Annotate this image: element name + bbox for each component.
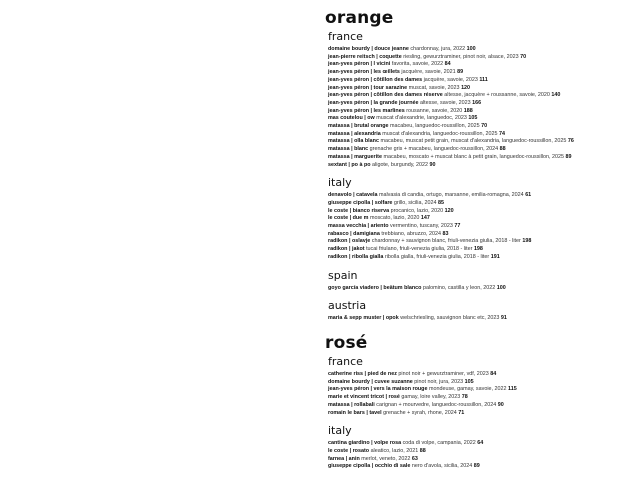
wine-item: [328, 61, 633, 69]
wine-name: goyo garcía viadero | beätum blanco: [328, 284, 422, 291]
country-heading: italy: [328, 176, 352, 190]
wine-item: [328, 238, 633, 246]
wine-item: [328, 162, 633, 170]
menu-section: [325, 332, 633, 471]
country-heading: france: [328, 30, 363, 43]
wine-description: tucai friulano, friuli-venezia giulia, 2018 - liter: [366, 246, 473, 253]
wine-price: 120: [461, 84, 471, 91]
wine-item: [328, 115, 633, 123]
wine-menu: [325, 8, 633, 471]
wine-name: jean-pierre reitsch | coquette: [328, 53, 402, 60]
wine-item: [328, 410, 633, 418]
wine-price: 147: [420, 215, 430, 222]
wine-name: denavolo | catavela: [328, 192, 378, 199]
wine-price: 88: [499, 146, 506, 153]
wine-name: le coste | due m: [328, 215, 369, 222]
wine-item: [328, 440, 633, 448]
wine-name: jean-yves péron | vers la maison rouge: [328, 386, 428, 393]
wine-description: chardonnay, jura, 2022: [410, 46, 466, 52]
country-group: [328, 269, 633, 293]
wine-item: [328, 246, 633, 254]
wine-description: nero d'avola, sicilia, 2024: [411, 463, 473, 470]
wine-description: favorita, savoie, 2022: [391, 61, 444, 68]
wine-price: 74: [498, 130, 505, 137]
wine-item: [328, 456, 633, 464]
wine-price: 77: [454, 223, 461, 230]
wine-description: muscat, savoie, 2023: [408, 84, 460, 91]
wine-price: 198: [473, 246, 483, 253]
wine-description: ribolla gialla, friuli-venezia giulia, 2018 - liter: [384, 253, 490, 260]
wine-description: macabeu, muscat petit grain, muscat d'alexandria, languedoc-roussillon, 2025: [380, 138, 567, 145]
wine-description: chardonnay + sauvignon blanc, friuli-venezia giulia, 2018 - liter: [371, 238, 521, 245]
country-group: [328, 424, 633, 471]
menu-section: [325, 8, 633, 323]
wine-description: mondeuse, gamay, savoie, 2022: [428, 386, 507, 393]
wine-name: domaine bourdy | douce jeanne: [328, 46, 409, 52]
wine-description: vermentino, tuscany, 2023: [390, 223, 453, 230]
wine-name: jean-yves péron | tour sarazine: [328, 84, 408, 91]
wine-item: [328, 223, 633, 231]
wine-name: matassa | rollabali: [328, 401, 375, 408]
wine-name: jean-yves péron | la grande journée: [328, 99, 419, 106]
wine-item: [328, 371, 633, 379]
country-group: [328, 30, 633, 169]
wine-name: radikon | oslavje: [328, 238, 371, 245]
wine-price: 120: [444, 207, 454, 214]
wine-name: matassa | brutal orange: [328, 123, 389, 130]
wine-price: 91: [500, 315, 507, 322]
wine-description: grenache gris + macabeu, languedoc-roussillon, 2024: [369, 146, 499, 153]
wine-price: 89: [565, 153, 572, 160]
wine-item: [328, 208, 633, 216]
country-group: [328, 299, 633, 323]
wine-item: [328, 386, 633, 394]
wine-description: grillo, sicilia, 2024: [393, 199, 437, 206]
wine-price: 188: [463, 107, 473, 114]
wine-item: [328, 200, 633, 208]
wine-description: jacquère, savoie, 2023: [423, 76, 478, 83]
wine-item: [328, 100, 633, 108]
wine-description: pinot noir, jura, 2023: [414, 378, 464, 385]
wine-name: catherine riss | pied de nez: [328, 370, 397, 377]
wine-name: rabasco | damigiana: [328, 230, 380, 237]
wine-item: [328, 92, 633, 100]
wine-name: massa vecchia | ariento: [328, 223, 389, 230]
wine-description: carignan + mourvedre, languedoc-roussillon, 2024: [376, 401, 497, 408]
wine-price: 100: [466, 46, 476, 52]
wine-description: welschriesling, sauvignon blanc etc, 2023: [400, 315, 500, 322]
wine-item: [328, 402, 633, 410]
section-title: rosé: [325, 332, 368, 353]
wine-item: [328, 394, 633, 402]
wine-description: malvasia di candia, ortugo, marsanne, emilia-romagna, 2024: [378, 192, 524, 199]
wine-description: moscato, lazio, 2020: [369, 215, 420, 222]
wine-price: 89: [473, 463, 480, 470]
wine-item: [328, 448, 633, 456]
wine-item: [328, 231, 633, 239]
wine-item: [328, 46, 633, 54]
wine-description: aligote, burgundy, 2022: [372, 161, 428, 168]
country-group: [328, 176, 633, 261]
wine-item: [328, 285, 633, 293]
wine-item: [328, 85, 633, 93]
country-heading: italy: [328, 424, 352, 438]
wine-price: 191: [490, 253, 500, 260]
wine-name: maria & sepp muster | opok: [328, 315, 399, 322]
wine-price: 71: [458, 409, 465, 416]
country-heading: austria: [328, 299, 367, 313]
wine-item: [328, 54, 633, 62]
wine-description: merlot, veneto, 2022: [361, 455, 411, 462]
wine-description: palomino, castilla y leon, 2022: [422, 284, 496, 291]
wine-name: matassa | blanc: [328, 146, 369, 153]
wine-name: giuseppe cipolla | occhio di sale: [328, 463, 411, 470]
wine-name: jean-yves péron | l vicini: [328, 61, 391, 68]
wine-item: [328, 131, 633, 139]
country-heading: france: [328, 354, 363, 368]
wine-item: [328, 215, 633, 223]
wine-name: le coste | rosato: [328, 447, 370, 454]
wine-price: 166: [472, 99, 482, 106]
wine-name: romain le bars | tavel: [328, 409, 382, 416]
wine-name: giuseppe cipolla | solfare: [328, 199, 393, 206]
wine-price: 89: [457, 69, 464, 76]
wine-price: 90: [497, 401, 504, 408]
wine-item: [328, 254, 633, 262]
wine-price: 140: [551, 92, 561, 99]
wine-name: jean-yves péron | les marlines: [328, 107, 405, 114]
wine-price: 111: [479, 76, 488, 83]
wine-price: 88: [419, 447, 426, 454]
wine-price: 63: [411, 455, 418, 462]
wine-description: macabeu, languedoc-roussillon, 2025: [390, 123, 480, 130]
wine-price: 90: [429, 161, 436, 168]
wine-price: 115: [508, 386, 517, 393]
wine-name: matassa | alexandria: [328, 130, 381, 137]
wine-description: coda di volpe, campania, 2022: [402, 440, 476, 447]
wine-price: 84: [490, 370, 497, 377]
wine-name: jean-yves péron | côtillon des dames réserve: [328, 92, 443, 99]
wine-description: grenache + syrah, rhone, 2024: [383, 409, 457, 416]
wine-name: radikon | ribolla gialla: [328, 253, 384, 260]
wine-name: sextant | po à po: [328, 161, 371, 168]
wine-description: aleatico, lazio, 2021: [370, 447, 419, 454]
wine-name: matassa | marguerite: [328, 153, 382, 160]
wine-item: [328, 77, 633, 85]
wine-name: le coste | bianco riserva: [328, 207, 390, 214]
wine-name: cantina giardino | volpe rosa: [328, 440, 402, 447]
wine-name: jean-yves péron | côtillon des dames: [328, 76, 423, 83]
wine-description: muscat d'alexandrie, languedoc, 2023: [376, 115, 467, 122]
wine-price: 84: [444, 61, 451, 68]
wine-price: 105: [468, 115, 478, 122]
wine-name: domaine bourdy | cuvee suzanne: [328, 378, 413, 385]
country-heading: spain: [328, 268, 358, 282]
wine-price: 100: [496, 284, 506, 291]
wine-price: 61: [525, 192, 532, 199]
wine-item: [328, 108, 633, 116]
wine-item: [328, 138, 633, 146]
wine-price: 64: [477, 440, 484, 447]
wine-price: 76: [567, 138, 574, 145]
wine-name: radikon | jakot: [328, 246, 365, 253]
wine-price: 85: [437, 199, 444, 206]
wine-description: procanico, lazio, 2020: [390, 207, 444, 214]
wine-item: [328, 315, 633, 323]
wine-price: 198: [522, 238, 532, 245]
wine-price: 83: [442, 230, 449, 237]
wine-price: 70: [481, 123, 488, 130]
wine-description: altesse, jacquère + roussanne, savoie, 2020: [444, 92, 550, 99]
wine-description: pinot noir + gewurztraminer, vdf, 2023: [398, 370, 489, 377]
wine-description: muscat d'alexandria, languedoc-roussillon, 2025: [382, 130, 498, 137]
wine-description: jacquère, savoie, 2021: [401, 69, 456, 76]
section-title: orange: [325, 8, 394, 28]
wine-price: 78: [461, 394, 468, 401]
wine-description: rousanne, savoie, 2020: [406, 107, 463, 114]
wine-item: [328, 123, 633, 131]
country-group: [328, 355, 633, 417]
wine-description: macabeu, moscato + muscat blanc à petit grain, languedoc-roussillon, 2025: [383, 153, 564, 160]
wine-item: [328, 192, 633, 200]
wine-name: farnea | anin: [328, 455, 360, 462]
wine-item: [328, 154, 633, 162]
wine-price: 105: [464, 378, 474, 385]
wine-item: [328, 379, 633, 387]
wine-name: jean-yves péron | les œillets: [328, 69, 400, 76]
wine-description: gamay, loire valley, 2023: [401, 394, 461, 401]
wine-name: marie et vincent tricot | rosé: [328, 394, 400, 401]
wine-description: riesling, gewurztraminer, pinot noir, alsace, 2023: [403, 53, 519, 60]
wine-item: [328, 463, 633, 471]
wine-item: [328, 146, 633, 154]
wine-name: matassa | olla blanc: [328, 138, 379, 145]
wine-price: 70: [520, 53, 527, 60]
wine-item: [328, 69, 633, 77]
wine-name: mas coutelou | ow: [328, 115, 375, 122]
wine-description: trebbiano, abruzzo, 2024: [381, 230, 441, 237]
wine-description: altesse, savoie, 2023: [419, 99, 471, 106]
